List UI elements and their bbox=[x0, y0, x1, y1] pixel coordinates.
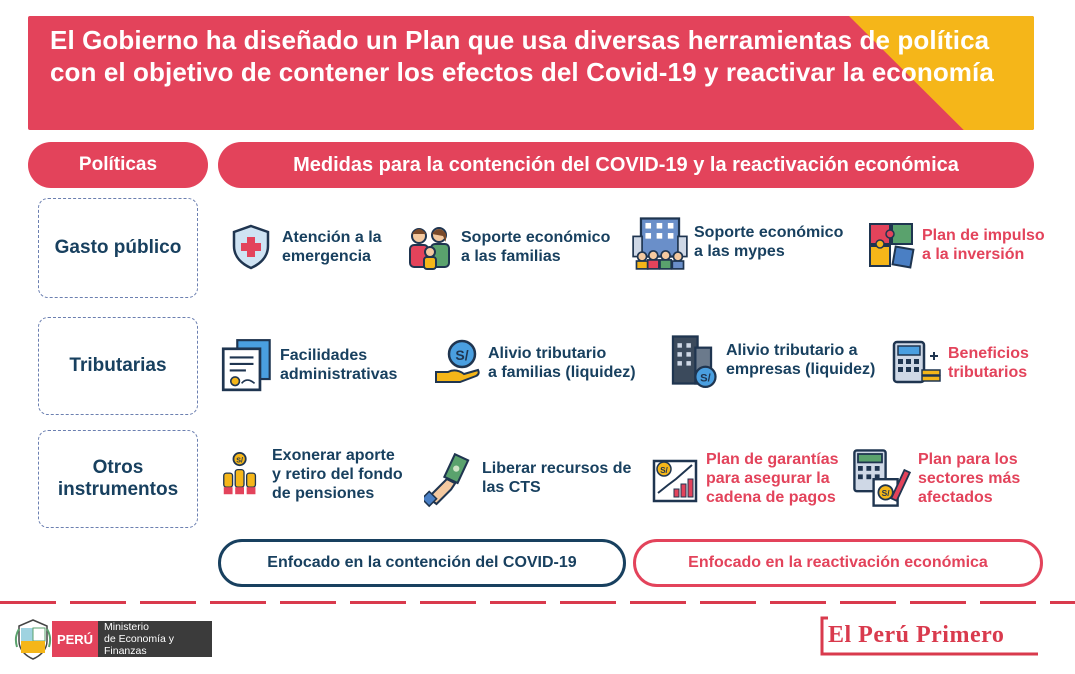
svg-text:S/: S/ bbox=[236, 457, 243, 465]
measure-plan-garantias bbox=[650, 448, 839, 508]
svg-text:S/: S/ bbox=[455, 347, 469, 363]
measure-sectores-afectados bbox=[852, 448, 1020, 508]
measure-beneficios-tributarios bbox=[892, 338, 1029, 388]
measure-label: Plan de garantías para asegurar la cadena de pagos bbox=[706, 450, 839, 506]
header-banner bbox=[28, 16, 1034, 130]
measure-label: Plan para los sectores más afectados bbox=[918, 450, 1021, 506]
peru-label: PERÚ bbox=[52, 621, 98, 657]
ministry-label: Ministerio de Economía y Finanzas bbox=[98, 621, 212, 657]
measure-facilidades-administrativas bbox=[220, 338, 397, 392]
measure-label: Beneficios tributarios bbox=[948, 345, 1029, 381]
measure-label: Soporte económico a las familias bbox=[461, 229, 611, 265]
measure-label: Plan de impulso a la inversión bbox=[922, 227, 1045, 263]
measure-label: Exonerar aporte y retiro del fondo de pensiones bbox=[272, 446, 403, 502]
document-certificate-icon bbox=[220, 338, 274, 392]
measure-alivio-empresas bbox=[664, 332, 875, 388]
measures-header: Medidas para la contención del COVID-19 y la reactivación económica bbox=[218, 142, 1034, 188]
policies-header: Políticas bbox=[28, 142, 208, 188]
business-people-icon bbox=[632, 214, 688, 270]
measure-label: Atención a la emergencia bbox=[282, 229, 382, 265]
legend-contention: Enfocado en la contención del COVID-19 bbox=[218, 539, 626, 587]
measure-soporte-familias bbox=[405, 222, 610, 272]
footer-divider bbox=[0, 601, 1075, 604]
policy-tributarias: Tributarias bbox=[38, 317, 198, 415]
policy-gasto-publico: Gasto público bbox=[38, 198, 198, 298]
measure-exonerar-aporte bbox=[222, 444, 403, 504]
brand-logo bbox=[820, 614, 1040, 658]
measure-label: Facilidades administrativas bbox=[280, 347, 398, 383]
legend-reactivation: Enfocado en la reactivación económica bbox=[633, 539, 1043, 587]
measure-alivio-familias bbox=[432, 338, 636, 388]
hand-money-icon bbox=[432, 338, 482, 388]
svg-text:S/: S/ bbox=[700, 372, 711, 385]
svg-text:S/: S/ bbox=[660, 466, 668, 475]
coat-of-arms-icon bbox=[14, 617, 52, 661]
calculator-icon bbox=[892, 338, 942, 388]
measure-impulso-inversion bbox=[866, 220, 1045, 270]
brand-text: El Perú Primero bbox=[828, 622, 1005, 648]
policy-otros-instrumentos: Otros instrumentos bbox=[38, 430, 198, 528]
measure-label: Soporte económico a las mypes bbox=[694, 224, 844, 260]
shield-medical-icon bbox=[226, 222, 276, 272]
puzzle-icon bbox=[866, 220, 916, 270]
calculator-pencil-icon bbox=[852, 448, 912, 508]
page-title: El Gobierno ha diseñado un Plan que usa diversas herramientas de política con el objetivo de contener los efectos del Covid-19 y reactivar la economía bbox=[50, 25, 994, 87]
building-money-icon bbox=[664, 332, 720, 388]
growth-chart-icon bbox=[650, 448, 700, 508]
measure-liberar-cts bbox=[424, 448, 631, 508]
hand-cash-icon bbox=[424, 448, 476, 508]
measure-label: Liberar recursos de las CTS bbox=[482, 460, 632, 496]
family-icon bbox=[405, 222, 455, 272]
measure-atencion-emergencia bbox=[226, 222, 382, 272]
measure-label: Alivio tributario a familias (liquidez) bbox=[488, 345, 636, 381]
measure-label: Alivio tributario a empresas (liquidez) bbox=[726, 342, 876, 378]
svg-text:S/: S/ bbox=[881, 488, 890, 498]
raised-hands-money-icon bbox=[222, 444, 266, 504]
measure-soporte-mypes bbox=[632, 214, 843, 270]
